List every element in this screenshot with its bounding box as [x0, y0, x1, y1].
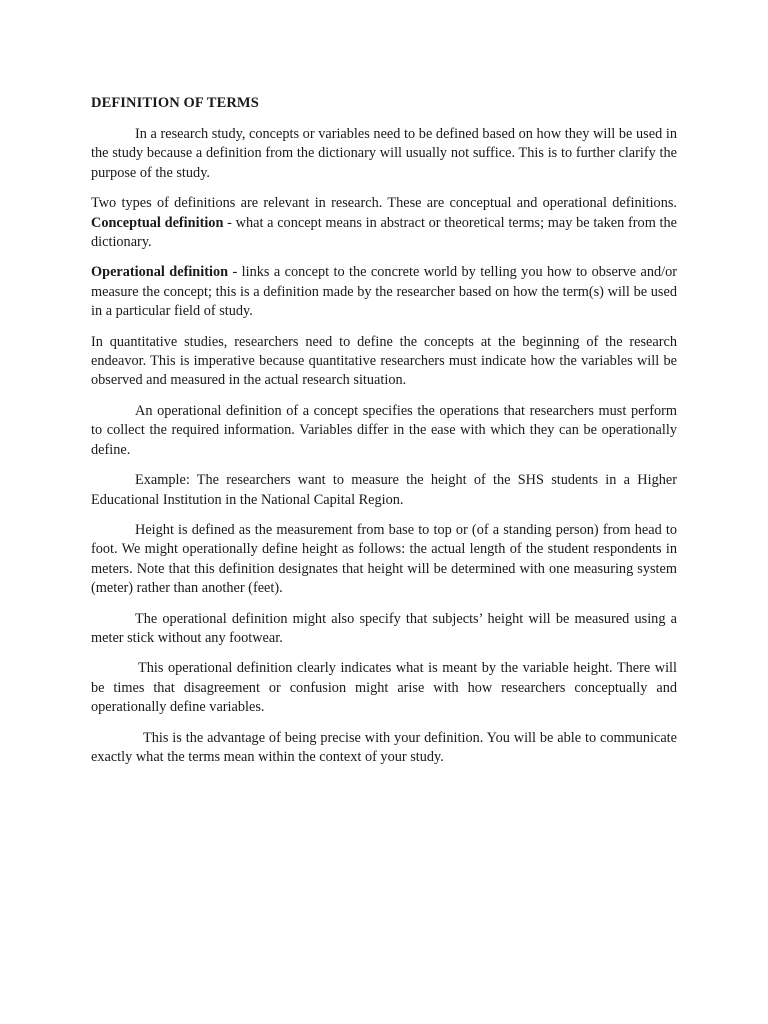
paragraph-quantitative-studies: In quantitative studies, researchers need to define the concepts at the beginning of the research endeavor. This is imperative because quantitative researchers must indicate how the variables will be observed and measured in the actual research situation. — [91, 333, 677, 389]
paragraph-clarity: This operational definition clearly indicates what is meant by the variable height. There will be times that disagreement or confusion might arise with how researchers conceptually and operationally define variables. — [91, 660, 677, 716]
paragraph-text: Two types of definitions are relevant in research. These are conceptual and operational definitions. — [91, 195, 677, 212]
paragraph-meter-stick: The operational definition might also specify that subjects’ height will be measured using a meter stick without any footwear. — [91, 610, 677, 646]
term-operational-definition: Operational definition — [91, 264, 229, 281]
paragraph-text: - links a concept to the concrete world by telling you how to observe and/or measure the concept; this is a definition made by the researcher based on how the term(s) will be used in a particular field of study. — [91, 264, 677, 320]
paragraph-operations: An operational definition of a concept specifies the operations that researchers must perform to collect the required information. Variables differ in the ease with which they can be operationally define. — [91, 402, 677, 458]
term-conceptual-definition: Conceptual definition — [91, 214, 224, 231]
paragraph-types-of-definitions — [91, 194, 677, 252]
document-heading: DEFINITION OF TERMS — [91, 95, 259, 111]
paragraph-height-definition: Height is defined as the measurement from base to top or (of a standing person) from head to foot. We might operationally define height as follows: the actual length of the student respondents in meters. Note that this definition designates that height will be determined with one measuring system (meter) rather than another (feet). — [91, 521, 677, 597]
paragraph-operational-definition — [91, 263, 677, 321]
paragraph-intro: In a research study, concepts or variables need to be defined based on how they will be used in the study because a definition from the dictionary will usually not suffice. This is to further clarify the purpose of the study. — [91, 126, 677, 181]
paragraph-advantage: This is the advantage of being precise with your definition. You will be able to communicate exactly what the terms mean within the context of your study. — [91, 729, 677, 765]
paragraph-example: Example: The researchers want to measure the height of the SHS students in a Higher Educational Institution in the National Capital Region. — [91, 472, 677, 508]
paragraph-text: - what a concept means in abstract or theoretical terms; may be taken from the dictionary. — [91, 214, 677, 251]
